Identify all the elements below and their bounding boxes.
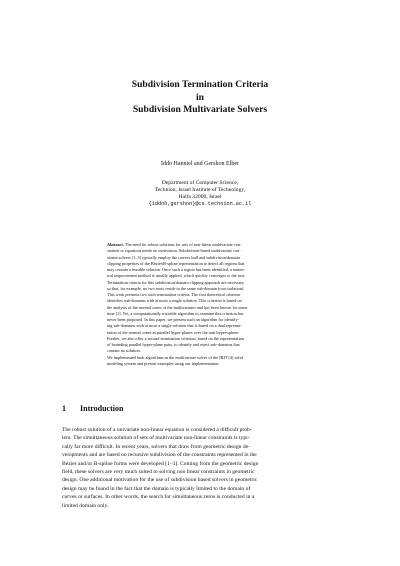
title-line-1: Subdivision Termination Criteria	[131, 79, 269, 90]
abstract-line-text: straints or equations needs no motivation. Subdivision-based multivariate con-	[107, 248, 241, 254]
abstract-line-text: identifies sub-domains with at most a single solution. This criterion is based on	[107, 298, 242, 304]
body-line: limited domain only.	[62, 502, 109, 509]
abstract-line-text: The need for robust solutions for sets of non-linear multivariate con-	[123, 242, 242, 247]
body-line: velopments and are based on recursive subdivision of the constraints represented in the	[62, 452, 257, 459]
abstract-line-text: so that, for example, no two roots reside in the same sub-domain (root isolation).	[107, 285, 245, 291]
paper-title	[0, 79, 400, 117]
abstract-line-text: tation of the normal cones as parallel hyper-planes over the unit hyper-sphere.	[107, 329, 240, 335]
body-line: lem. The simultaneous solution of sets of multivariate non-linear constraints is typi-	[62, 435, 250, 442]
abstract-line-text: We implemented both algorithms in the multivariate solver of the IRIT [4] solid	[107, 354, 243, 360]
abstract-line-text: ical improvement method is usually applied, which quickly converges to the root.	[107, 273, 246, 279]
abstract-line-text: contain no solution.	[107, 348, 141, 354]
section-heading	[62, 404, 123, 414]
title-line-2: in	[195, 91, 204, 103]
abstract-line-text: straint solvers [1–3] typically employ the convex hull and subdivision/domain	[107, 254, 240, 260]
section-number: 1	[62, 404, 66, 413]
body-line: The robust solution of a univariate non-linear equation is considered a difficult prob-	[62, 427, 252, 433]
body-line: design may be found in the fact that the domain is typically limited to the domain of	[62, 485, 251, 492]
abstract	[107, 242, 293, 367]
abstract-line-text: clipping properties of the Bézier/B-spline representation to detect all regions that	[107, 260, 245, 266]
abstract-lead: Abstract.	[107, 242, 124, 247]
body-line: curves or surfaces. In other words, the search for simultaneous zeros is conducted in a	[62, 494, 255, 501]
abstract-line-text: the analysis of the normal cones of the multivariates and has been known for some	[107, 304, 248, 310]
authors: Iddo Hanniel and Gershon Elber	[161, 161, 239, 167]
body-line: field, these solvers are very much suited to solving non linear constraints in geometric	[62, 468, 255, 475]
abstract-line-text: ing sub-domains with at most a single solution that is based on a dual represen-	[107, 323, 242, 329]
abstract-line-text: This work presents two such termination criteria. The first theoretical criterion	[107, 292, 241, 297]
title-line-3: Subdivision Multivariate Solvers	[132, 104, 268, 115]
body-line: cally far more difficult. In recent years, solvers that draw from geometric design de-	[62, 443, 250, 450]
affiliation-dept: Department of Computer Science,	[161, 180, 239, 186]
abstract-line-text: Further, we also offer a second termination criterion, based on the representation	[107, 335, 245, 341]
body-text	[62, 426, 340, 510]
abstract-line-text: of bounding parallel hyper-plane pairs, to identify and reject sub-domains that	[107, 342, 240, 347]
abstract-line-text: may contain a feasible solution. Once such a region has been identified, a numer-	[107, 267, 246, 272]
affiliation-city: Haifa 32000, Israel	[178, 194, 222, 200]
abstract-line-text: never been proposed. In this paper, we present such an algorithm for identify-	[107, 317, 240, 322]
affiliation-email: {iddoh,gershon}@cs.technion.ac.il	[148, 201, 252, 207]
section-title: Introduction	[80, 404, 124, 413]
body-line: Bézier and/or B-spline forms were developed [1–3]. Coming from the geometric design	[62, 460, 259, 467]
abstract-line-text: modeling system and present examples using our implementation.	[107, 360, 220, 366]
affiliation	[0, 180, 400, 208]
abstract-line-text: time [1]. Yet, a computationally tractable algorithm to examine this criterion has	[107, 310, 244, 316]
affiliation-institute: Technion, Israel Institute of Technology,	[154, 187, 246, 193]
body-line: design. One additional motivation for the use of subdivision based solvers in geometric	[62, 477, 258, 484]
abstract-line	[107, 361, 293, 367]
abstract-line-text: Termination criteria for this subdivision/domain clipping approach are necessary	[107, 279, 245, 285]
